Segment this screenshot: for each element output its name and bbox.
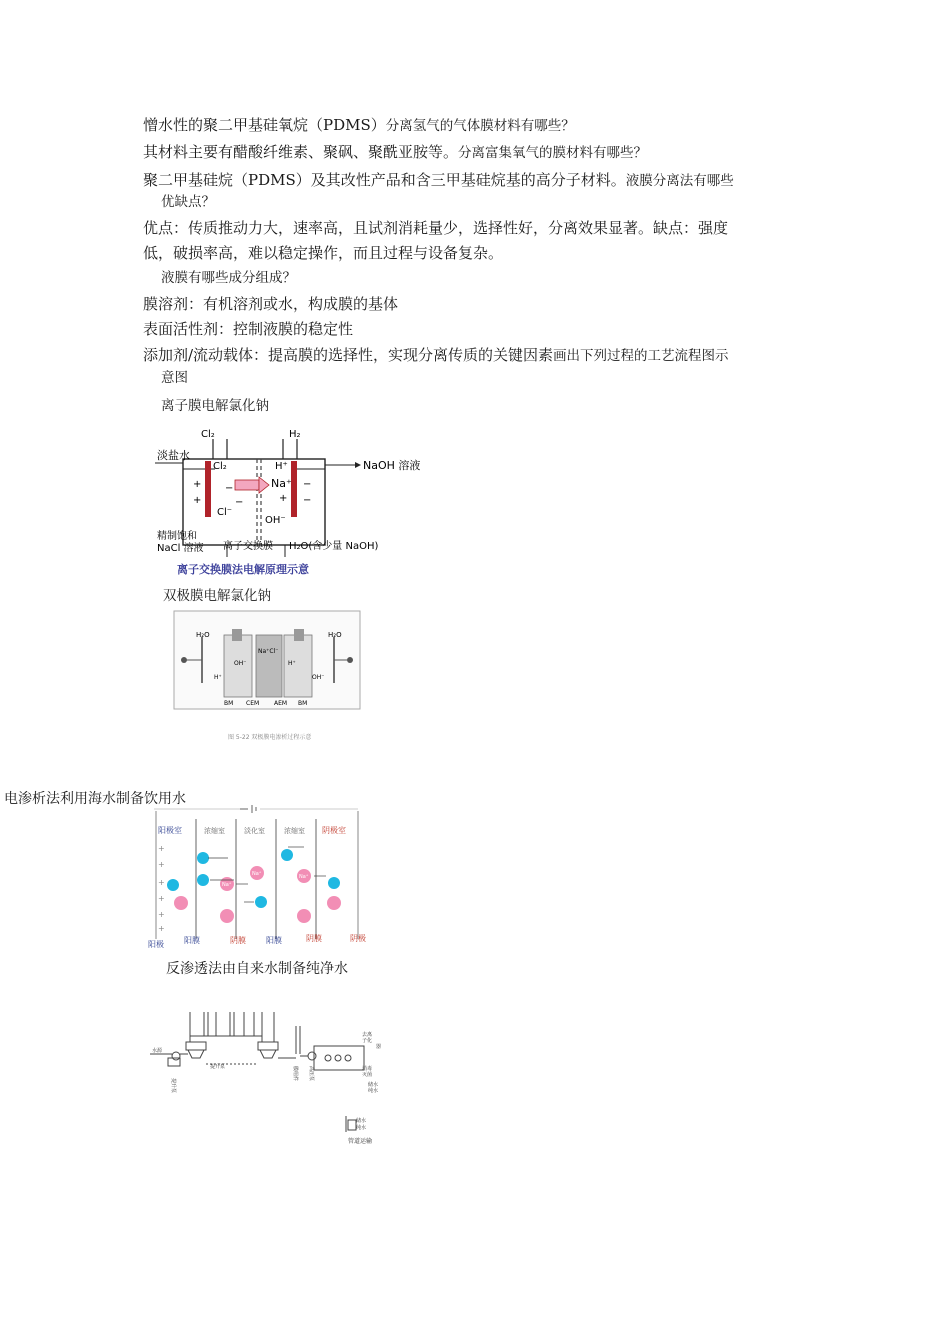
label-cl2-in: Cl₂ [213,461,227,472]
svg-text:浓缩室: 浓缩室 [284,827,305,835]
svg-text:纯水: 纯水 [356,1125,367,1131]
text-line-6: 低，破损率高，难以稳定操作，而且过程与设备复杂。 [143,244,504,262]
svg-text:H₂O: H₂O [328,631,342,639]
label-naoh-out: NaOH 溶液 [363,459,421,472]
svg-text:+: + [158,924,165,933]
svg-text:CEM: CEM [246,700,260,707]
figure-4-caption: 管道运输 [348,1138,373,1145]
svg-text:提升泵: 提升泵 [170,1078,176,1094]
text-line-7: 液膜有哪些成分组成？ [161,270,296,286]
text-line-9: 表面活性剂：控制液膜的稳定性 [143,320,354,338]
svg-text:消毒: 消毒 [362,1066,373,1072]
svg-text:高压泵: 高压泵 [308,1066,314,1082]
svg-text:H⁺: H⁺ [214,674,222,681]
svg-text:H⁺: H⁺ [288,660,296,667]
caption-bipolar-membrane: 双极膜电解氯化钠 [163,588,271,604]
label-h2-top: H₂ [289,429,301,440]
figure-2-caption: 图 5-22 双极膜电渗析过程示意 [228,734,312,741]
svg-text:去离: 去离 [362,1032,373,1038]
figure-1-caption: 离子交换膜法电解原理示意 [177,563,309,576]
svg-text:Na⁺Cl⁻: Na⁺Cl⁻ [258,648,279,655]
label-feed-2: NaCl 溶液 [157,543,204,554]
svg-text:Na⁺: Na⁺ [252,871,262,877]
label-cl2-top: Cl₂ [201,429,215,440]
figure-ion-membrane-electrolysis [155,425,421,576]
caption-ion-membrane: 离子膜电解氯化钠 [161,398,269,414]
label-na-plus: Na⁺ [271,477,292,490]
text-line-1: 憎水性的聚二甲基硅氧烷（PDMS）分离氢气的气体膜材料有哪些？ [143,116,575,134]
svg-text:−: − [225,483,234,494]
svg-text:膜组件: 膜组件 [292,1066,298,1082]
text-line-5: 优点：传质推动力大，速率高，且试剂消耗量少，选择性好，分离效果显著。缺点：强度 [143,219,729,237]
svg-text:+: + [279,493,288,504]
caption-electrodialysis: 电渗析法利用海水制备饮用水 [4,791,186,807]
svg-text:+: + [158,878,165,887]
svg-text:阳膜: 阳膜 [266,936,282,945]
svg-text:器: 器 [376,1044,382,1050]
svg-text:+: + [158,860,165,869]
svg-text:纯水: 纯水 [368,1088,379,1094]
svg-text:灭菌: 灭菌 [362,1072,373,1078]
label-h-plus: H⁺ [275,461,288,472]
svg-text:BM: BM [224,700,234,707]
svg-text:阴膜: 阴膜 [306,934,322,943]
anode-electrode [205,461,211,517]
svg-text:水源: 水源 [152,1048,163,1054]
figure-reverse-osmosis [150,1008,390,1150]
svg-text:Na⁺: Na⁺ [222,882,232,888]
svg-text:阴极室: 阴极室 [322,826,346,835]
cathode-electrode [291,461,297,517]
figure-bipolar-membrane [172,607,364,747]
label-dilute-brine: 淡盐水 [157,449,190,462]
caption-reverse-osmosis: 反渗透法由自来水制备纯净水 [166,961,348,977]
svg-text:阴极: 阴极 [350,934,366,943]
svg-text:储水: 储水 [356,1118,367,1124]
svg-text:−: − [235,497,244,508]
svg-text:H₂O: H₂O [196,631,210,639]
label-water-feed: H₂O(含少量 NaOH) [289,541,379,552]
text-line-8: 膜溶剂：有机溶剂或水，构成膜的基体 [143,295,399,313]
svg-text:提升泵: 提升泵 [210,1064,226,1070]
svg-text:+: + [193,495,202,506]
svg-text:淡化室: 淡化室 [244,827,265,835]
svg-text:子化: 子化 [362,1038,373,1044]
text-line-2: 其材料主要有醋酸纤维素、聚砜、聚酰亚胺等。分离富集氧气的膜材料有哪些？ [143,143,648,161]
text-line-4: 优缺点？ [161,194,215,210]
svg-text:BM: BM [298,700,308,707]
svg-text:Na⁺: Na⁺ [299,874,309,880]
svg-text:+: + [158,844,165,853]
label-oh-minus: OH⁻ [265,515,286,526]
svg-text:+: + [193,479,202,490]
figure-electrodialysis [148,803,378,953]
label-membrane: 离子交换膜 [223,541,273,552]
svg-text:OH⁻: OH⁻ [312,674,325,681]
svg-text:−: − [303,495,312,506]
svg-text:浓缩室: 浓缩室 [204,827,225,835]
text-line-11: 意图 [161,370,188,386]
text-line-10: 添加剂/流动载体：提高膜的选择性，实现分离传质的关键因素画出下列过程的工艺流程图示 [143,346,729,364]
svg-text:+: + [158,910,165,919]
svg-text:阳极: 阳极 [148,940,164,949]
text-line-3: 聚二甲基硅烷（PDMS）及其改性产品和含三甲基硅烷基的高分子材料。液膜分离法有哪些 [143,171,734,189]
svg-text:−: − [303,479,312,490]
svg-text:阳极室: 阳极室 [158,826,182,835]
svg-text:OH⁻: OH⁻ [234,660,247,667]
svg-text:+: + [158,894,165,903]
svg-text:阳膜: 阳膜 [184,936,200,945]
label-feed-1: 精制饱和 [157,531,197,542]
label-cl-minus: Cl⁻ [217,507,233,518]
svg-text:AEM: AEM [274,700,288,707]
svg-text:储水: 储水 [368,1082,379,1088]
svg-text:阴膜: 阴膜 [230,936,246,945]
